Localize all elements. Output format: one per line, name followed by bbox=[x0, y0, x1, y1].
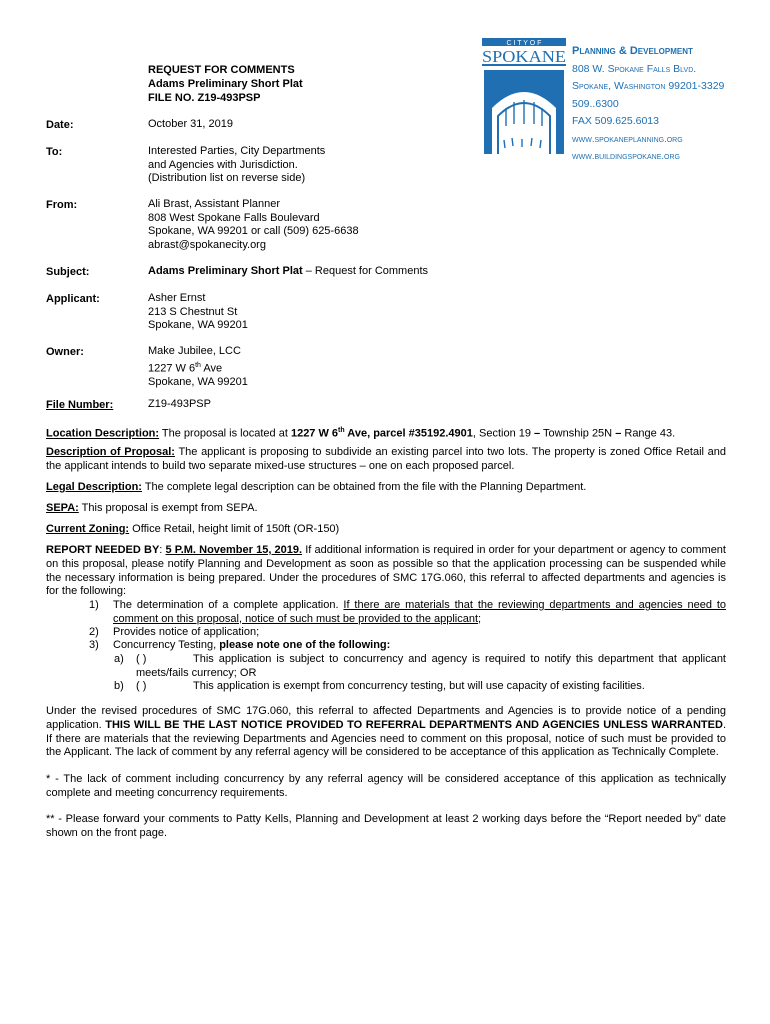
dept-name: Planning & Development bbox=[572, 45, 693, 57]
dept-website-1[interactable]: www.spokaneplanning.org bbox=[572, 133, 683, 145]
logo-spokane: SPOKANE bbox=[482, 47, 566, 66]
revised-procedures: Under the revised procedures of SMC 17G.060, this referral to affected Departments and Agencies is to provide notice of a pending application. THIS WILL BE THE LAST NOTICE PROVIDED TO REFERRAL DEPARTMENTS AND AGENCIES UNLESS WARRANTED. If there are materials that the reviewing Departments and Agencies need to comment on this proposal, notice of such must be provided to the Applicant. The lack of comment by any referral agency will be considered to be acceptance of this application as Technically Complete. bbox=[46, 705, 726, 759]
file-number-label: File Number: bbox=[46, 399, 114, 411]
sub-item-b: This application is exempt from concurrency testing, but will use capacity of existing facilities. bbox=[193, 680, 645, 692]
current-zoning: Current Zoning: Office Retail, height limit of 150ft (OR-150) bbox=[46, 523, 340, 535]
dept-fax: FAX 509.625.6013 bbox=[572, 115, 659, 127]
report-needed: REPORT NEEDED BY: 5 P.M. November 15, 2019. If additional information is required in order for your department or agency to comment on this proposal, please notify Planning and Development as soon as possible so that the application processing can be suspended while the necessary information is being prepared. Under the procedures of SMC 17G.060, this referral to affected departments and agencies is for the following: bbox=[46, 544, 726, 598]
owner-value: Make Jubilee, LCC 1227 W 6th Ave Spokane, WA 99201 bbox=[148, 345, 248, 388]
document-title: REQUEST FOR COMMENTS bbox=[148, 64, 295, 76]
subject-label: Subject: bbox=[46, 266, 90, 278]
list-item-3-number: 3) bbox=[89, 639, 99, 651]
note-concurrency: * - The lack of comment including concurrency by any referral agency will be considered acceptance of this application as technically complete and meeting concurrency requirements. bbox=[46, 773, 726, 799]
dept-website-2[interactable]: www.buildingspokane.org bbox=[572, 151, 680, 162]
list-item-1: The determination of a complete application. If there are materials that the reviewing departments and agencies need to comment on this proposal, notice of such must be provided to the applicant; bbox=[113, 599, 726, 625]
sub-item-a: This application is subject to concurrency and agency is required to notify this department that applicant meets/fails currency; OR bbox=[136, 653, 726, 679]
concurrency-checkbox-b[interactable]: ( ) bbox=[136, 680, 147, 692]
to-label: To: bbox=[46, 146, 63, 158]
date-value: October 31, 2019 bbox=[148, 118, 234, 130]
from-value: Ali Brast, Assistant Planner 808 West Spokane Falls Boulevard Spokane, WA 99201 or call (509) 625-6638 abrast@spokanecity.org bbox=[148, 198, 359, 251]
file-no: FILE NO. Z19-493PSP bbox=[148, 92, 261, 104]
sepa-note: SEPA: This proposal is exempt from SEPA. bbox=[46, 502, 258, 514]
list-item-3: Concurrency Testing, please note one of the following: bbox=[113, 639, 391, 651]
sub-item-a-letter: a) bbox=[114, 653, 124, 665]
file-number-value: Z19-493PSP bbox=[148, 398, 211, 410]
from-label: From: bbox=[46, 199, 78, 211]
document-subtitle: Adams Preliminary Short Plat bbox=[148, 78, 303, 90]
to-value: Interested Parties, City Departments and Agencies with Jurisdiction. (Distribution list on reverse side) bbox=[148, 145, 326, 184]
city-logo bbox=[478, 36, 570, 162]
legal-description: Legal Description: The complete legal description can be obtained from the file with the Planning Department. bbox=[46, 481, 587, 493]
dept-address-2: Spokane, Washington 99201-3329 bbox=[572, 80, 725, 92]
proposal-description: Description of Proposal: The applicant is proposing to subdivide an existing parcel into two lots. The property is zoned Office Retail and the applicant intends to build two separate mixed-use structures – one on each proposed parcel. bbox=[46, 446, 726, 472]
list-item-2: Provides notice of application; bbox=[113, 626, 260, 638]
sub-item-b-letter: b) bbox=[114, 680, 124, 692]
date-label: Date: bbox=[46, 119, 74, 131]
list-item-2-number: 2) bbox=[89, 626, 99, 638]
applicant-value: Asher Ernst 213 S Chestnut St Spokane, WA 99201 bbox=[148, 292, 248, 331]
location-description: Location Description: The proposal is located at 1227 W 6th Ave, parcel #35192.4901, Section 19 – Township 25N – Range 43. bbox=[46, 427, 676, 440]
note-forward-comments: ** - Please forward your comments to Patty Kells, Planning and Development at least 2 working days before the “Report needed by” date shown on the front page. bbox=[46, 813, 726, 839]
dept-address-1: 808 W. Spokane Falls Blvd. bbox=[572, 62, 697, 75]
owner-label: Owner: bbox=[46, 346, 84, 358]
from-email[interactable]: abrast@spokanecity.org bbox=[148, 238, 266, 251]
subject-value: Adams Preliminary Short Plat – Request for Comments bbox=[148, 265, 429, 277]
concurrency-checkbox-a[interactable]: ( ) bbox=[136, 653, 147, 665]
logo-city-of: C I T Y O F bbox=[506, 40, 542, 47]
applicant-label: Applicant: bbox=[46, 293, 100, 305]
dept-phone: 509..6300 bbox=[572, 97, 619, 110]
list-item-1-number: 1) bbox=[89, 599, 99, 611]
